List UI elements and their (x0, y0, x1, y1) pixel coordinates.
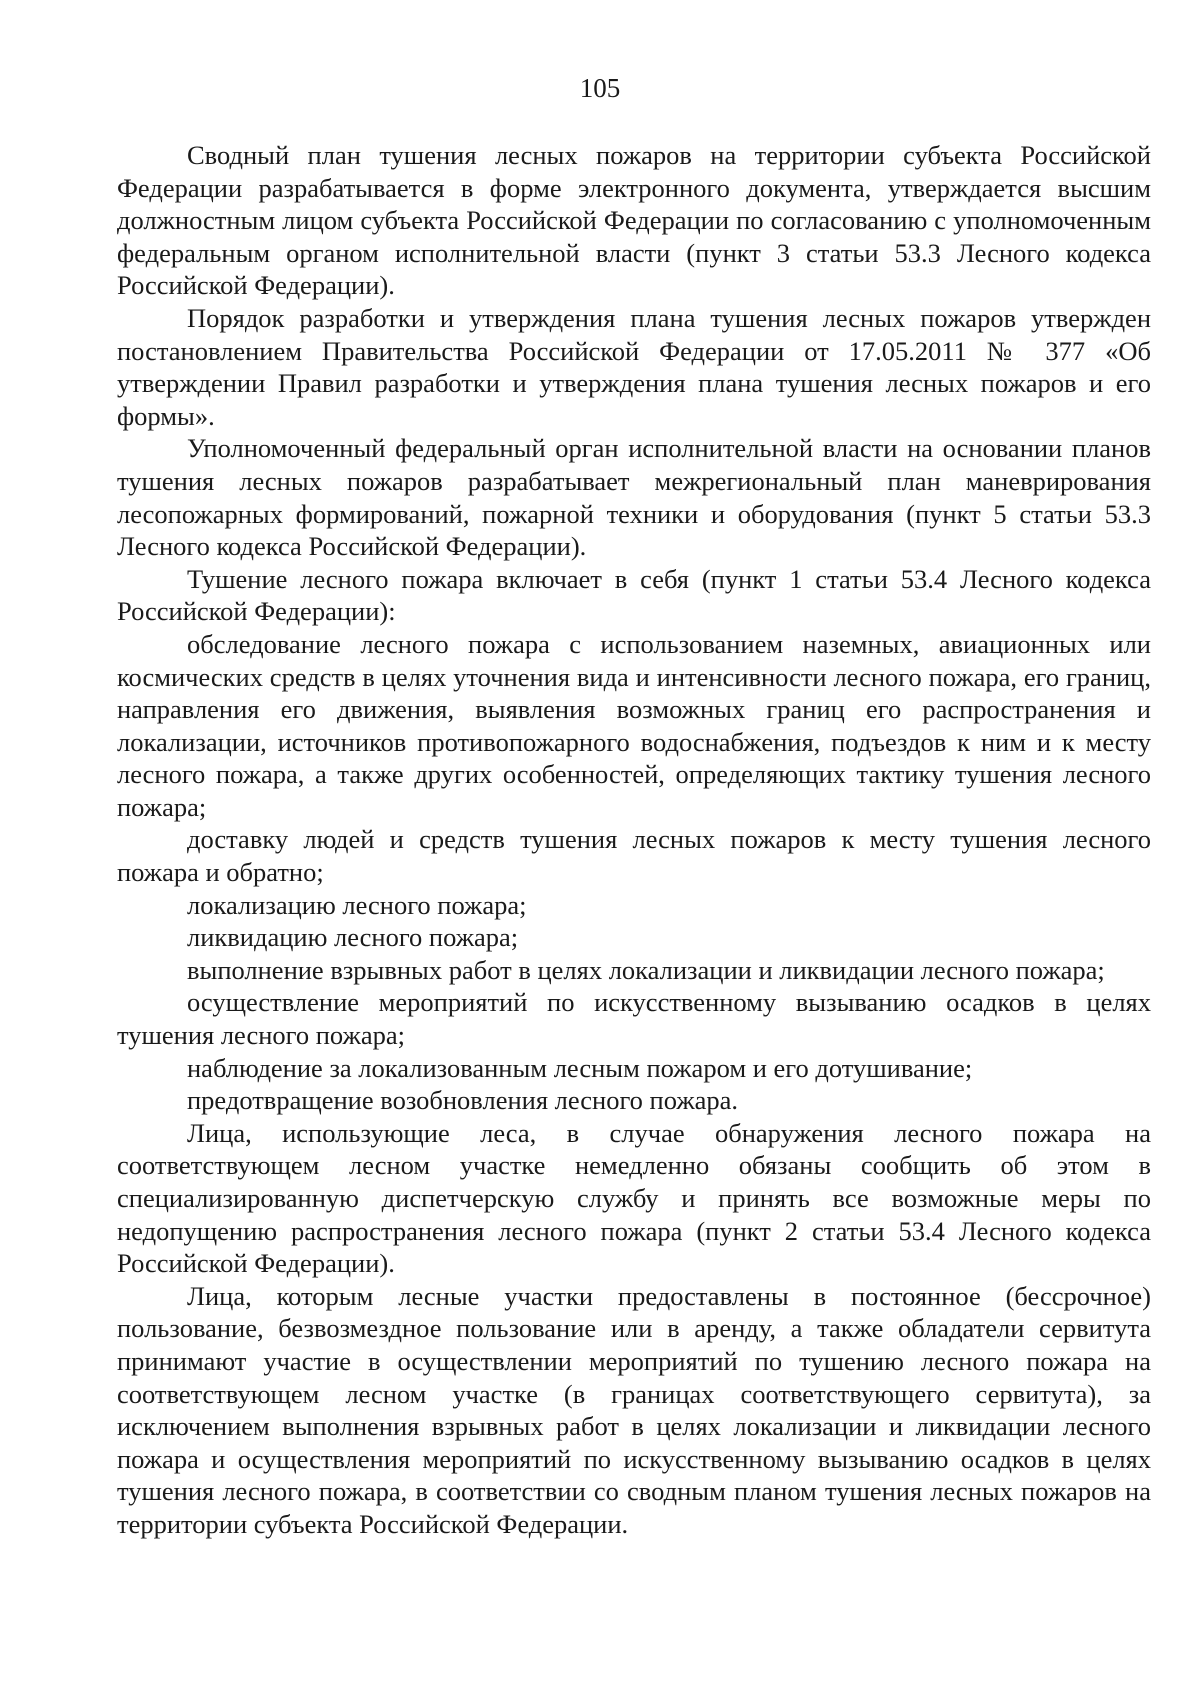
list-item-inspection: обследование лесного пожара с использованием наземных, авиационных или космических средств в целях уточнения вида и интенсивности лесного пожара, его границ, направления его движения, выявления возможных границ его распространения и локализации, источников противопожарного водоснабжения, подъездов к ним и к месту лесного пожара, а также других особенностей, определяющих тактику тушения лесного пожара; (117, 628, 1151, 822)
paragraph-consolidated-plan: Сводный план тушения лесных пожаров на территории субъекта Российской Федерации разрабатывается в форме электронного документа, утверждается высшим должностным лицом субъекта Российской Федерации по согласованию с уполномоченным федеральным органом исполнительной власти (пункт 3 статьи 53.3 Лесного кодекса Российской Федерации). (117, 140, 1151, 301)
list-item-delivery: доставку людей и средств тушения лесных пожаров к месту тушения лесного пожара и обратно; (117, 824, 1151, 888)
document-body (117, 139, 1151, 1541)
paragraph-leaseholders-participation: Лица, которым лесные участки предоставлены в постоянное (бессрочное) пользование, безвозмездное пользование или в аренду, а также обладатели сервитута принимают участие в осуществлении мероприятий по тушению лесного пожара на соответствующем лесном участке (в границах соответствующего сервитута), за исключением выполнения взрывных работ в целях локализации и ликвидации лесного пожара и осуществления мероприятий по искусственному вызыванию осадков в целях тушения лесного пожара, в соответствии со сводным планом тушения лесных пожаров на территории субъекта Российской Федерации. (117, 1280, 1151, 1539)
paragraph-interregional-plan: Уполномоченный федеральный орган исполнительной власти на основании планов тушения лесных пожаров разрабатывает межрегиональный план маневрирования лесопожарных формирований, пожарной техники и оборудования (пункт 5 статьи 53.3 Лесного кодекса Российской Федерации). (117, 433, 1151, 562)
list-item-artificial-precipitation: осуществление мероприятий по искусственному вызыванию осадков в целях тушения лесного пожара; (117, 987, 1151, 1051)
paragraph-approval-procedure: Порядок разработки и утверждения плана тушения лесных пожаров утвержден постановлением Правительства Российской Федерации от 17.05.2011 № 377 «Об утверждении Правил разработки и утверждения плана тушения лесных пожаров и его формы». (117, 302, 1151, 431)
list-item-prevention: предотвращение возобновления лесного пожара. (187, 1085, 739, 1116)
list-item-localization: локализацию лесного пожара; (187, 889, 527, 920)
list-item-blasting: выполнение взрывных работ в целях локализации и ликвидации лесного пожара; (187, 954, 1105, 985)
page-number: 105 (579, 73, 621, 103)
list-item-liquidation: ликвидацию лесного пожара; (187, 922, 519, 953)
list-item-monitoring: наблюдение за локализованным лесным пожаром и его дотушивание; (187, 1052, 973, 1083)
paragraph-forest-users-duty: Лица, использующие леса, в случае обнаружения лесного пожара на соответствующем лесном участке немедленно обязаны сообщить об этом в специализированную диспетчерскую службу и принять все возможные меры по недопущению распространения лесного пожара (пункт 2 статьи 53.4 Лесного кодекса Российской Федерации). (117, 1117, 1151, 1279)
paragraph-extinguishing-includes: Тушение лесного пожара включает в себя (пункт 1 статьи 53.4 Лесного кодекса Российской Федерации): (117, 563, 1151, 627)
